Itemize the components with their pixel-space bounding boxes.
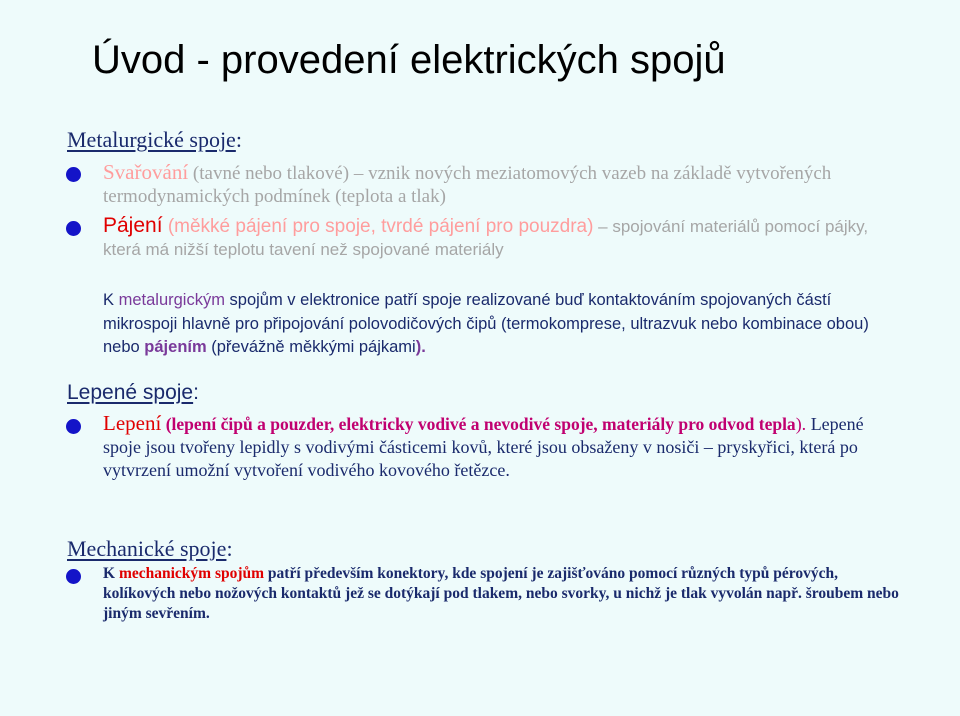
note-text2: (převážně měkkými pájkami bbox=[206, 338, 416, 356]
note-pajenim: pájením bbox=[144, 338, 207, 356]
text-svarovani: (tavné nebo tlakové) – vznik nových meziatomových vazeb na základě vytvořených termodynamických podmínek (teplota a tlak) bbox=[103, 163, 832, 207]
text-pajeni: – spojování materiálů pomocí pájky, která má nižší teplotu tavení než spojované materiály bbox=[103, 217, 869, 259]
bullet-icon bbox=[66, 221, 81, 236]
note-text1: spojům v elektronice patří spoje realizované buď kontaktováním spojovaných částí mikrospoji hlavně pro připojování polovodičových čipů (termokomprese, ultrazvuk nebo kombinace obou) nebo bbox=[103, 291, 869, 356]
pajeni-paren: (měkké pájení pro spoje, tvrdé pájení pro pouzdra) bbox=[162, 216, 594, 237]
term-mechanickym: mechanickým spojům bbox=[118, 565, 265, 582]
list-item-svarovani bbox=[103, 161, 902, 208]
page-title: Úvod - provedení elektrických spojů bbox=[92, 38, 726, 82]
note-k: K bbox=[103, 291, 119, 309]
section-heading-lepene bbox=[67, 381, 199, 405]
bullet-icon bbox=[66, 569, 81, 584]
bullet-icon bbox=[66, 419, 81, 434]
term-svarovani: Svařování bbox=[103, 160, 189, 184]
bullet-icon bbox=[66, 167, 81, 182]
lepeni-paren: (lepení čipů a pouzder, elektricky vodivé a nevodivé spoje, materiály pro odvod tepla bbox=[161, 414, 796, 434]
list-item-mechanicke bbox=[103, 564, 902, 624]
section-heading-text: Mechanické spoje bbox=[67, 536, 227, 561]
lepeni-close: ). bbox=[795, 414, 807, 434]
text-lepeni: Lepené spoje jsou tvořeny lepidly s vodivými částicemi kovů, které jsou obsaženy v nosiči – pryskyřici, která po vytvrzení umožní vytvoření vodivého kovového řetězce. bbox=[103, 414, 864, 480]
section-heading-metalurgicke bbox=[67, 127, 242, 153]
note-metal-term: metalurgickým bbox=[118, 291, 225, 309]
heading-colon: : bbox=[226, 536, 233, 561]
heading-colon: : bbox=[193, 381, 199, 404]
section-heading-text: Metalurgické spoje bbox=[67, 127, 236, 152]
section-heading-text: Lepené spoje bbox=[67, 381, 194, 404]
list-item-pajeni bbox=[103, 214, 902, 261]
list-item-lepeni bbox=[103, 412, 902, 482]
section-heading-mechanicke bbox=[67, 536, 233, 562]
mech-k: K bbox=[103, 565, 119, 582]
note-metalurgicke bbox=[103, 289, 902, 360]
note-text3: ). bbox=[415, 338, 426, 356]
text-mechanicke: patří především konektory, kde spojení je zajišťováno pomocí různých typů pérových, kolíkových nebo nožových kontaktů jež se dotýkají pod tlakem, nebo svorky, u nichž je tlak vyvolán např. šroubem nebo jiným sevřením. bbox=[103, 565, 899, 622]
term-pajeni: Pájení bbox=[103, 214, 163, 237]
term-lepeni: Lepení bbox=[103, 411, 162, 435]
heading-colon: : bbox=[235, 127, 242, 152]
